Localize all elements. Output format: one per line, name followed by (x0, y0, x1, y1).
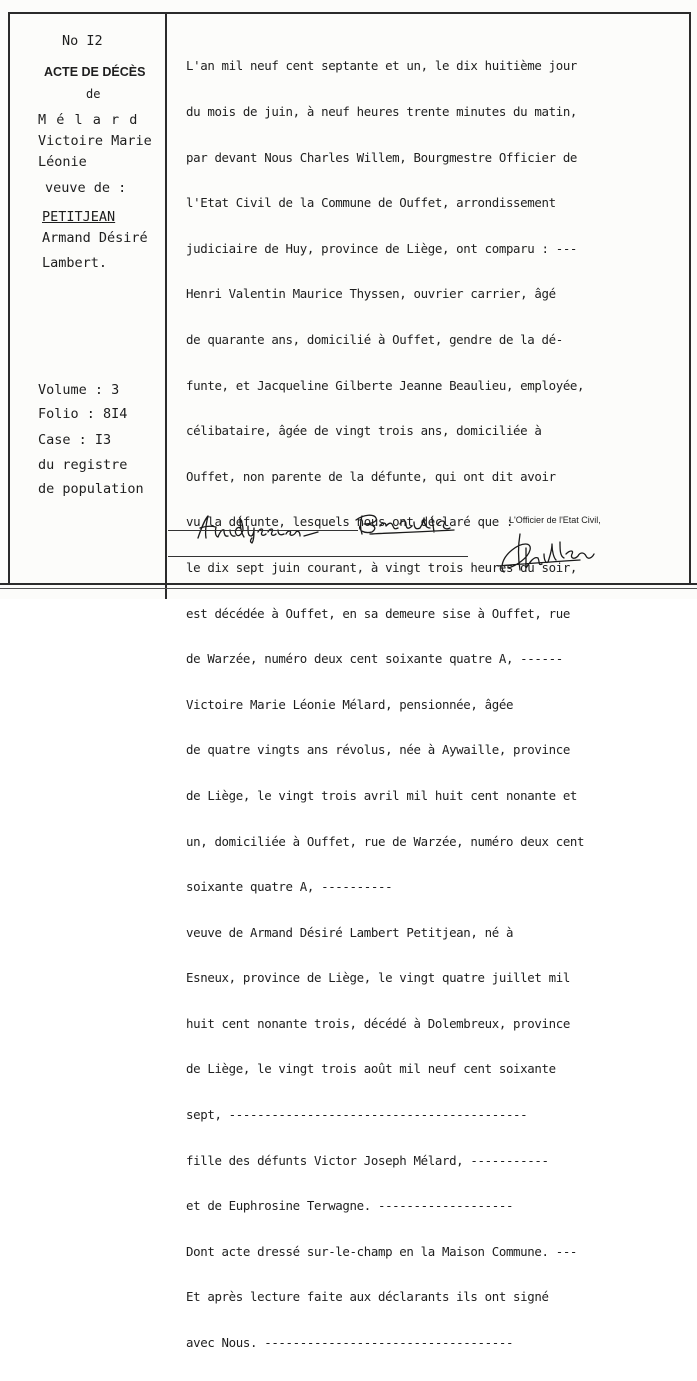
body-line: par devant Nous Charles Willem, Bourgmestre Officier de (186, 149, 578, 165)
body-line: L'an mil neuf cent septante et un, le dix huitième jour (186, 58, 578, 74)
signature-line-declarants (168, 530, 358, 531)
column-divider (165, 12, 167, 599)
register-label: du registre (38, 457, 128, 473)
case-field: Case : I3 (38, 432, 112, 448)
body-line: funte, et Jacqueline Gilberte Jeanne Beaulieu, employée, (186, 377, 585, 393)
body-line: veuve de Armand Désiré Lambert Petitjean, né à (186, 924, 514, 940)
body-line: est décédée à Ouffet, en sa demeure sise à Ouffet, rue (186, 605, 570, 621)
body-line: et de Euphrosine Terwagne. ------------------- (186, 1198, 514, 1214)
volume-field: Volume : 3 (38, 382, 120, 398)
act-number: No I2 (62, 33, 103, 49)
folio-field: Folio : 8I4 (38, 406, 128, 422)
body-line: Esneux, province de Liège, le vingt quatre juillet mil (186, 970, 570, 986)
body-line: un, domiciliée à Ouffet, rue de Warzée, numéro deux cent (186, 833, 585, 849)
body-line: judiciaire de Huy, province de Liège, ont comparu : --- (186, 240, 578, 256)
body-line: de quatre vingts ans révolus, née à Aywaille, province (186, 742, 570, 758)
signature-beaulieu (350, 506, 460, 536)
certificate-body (186, 28, 584, 1381)
husband-given-names: Armand Désiré (42, 230, 148, 246)
body-line: Henri Valentin Maurice Thyssen, ouvrier carrier, âgé (186, 286, 556, 302)
body-line: vu la défunte, lesquels nous ont déclaré que : (186, 514, 514, 530)
signature-officier-willem (490, 528, 620, 578)
frame-left-border (8, 12, 10, 584)
body-line: soixante quatre A, ---------- (186, 879, 393, 895)
officier-label: L'Officier de l'Etat Civil, (509, 515, 601, 525)
body-line: Victoire Marie Léonie Mélard, pensionnée, âgée (186, 696, 514, 712)
signature-henri-thyssen (196, 512, 321, 544)
act-title: ACTE DE DÉCÈS (44, 65, 146, 79)
act-title-de: de (86, 87, 101, 101)
body-line: Et après lecture faite aux déclarants ils ont signé (186, 1289, 549, 1305)
body-line: l'Etat Civil de la Commune de Ouffet, arrondissement (186, 195, 556, 211)
body-line: de Liège, le vingt trois août mil neuf cent soixante (186, 1061, 556, 1077)
body-line: huit cent nonante trois, décédé à Dolembreux, province (186, 1015, 570, 1031)
frame-right-border (689, 12, 691, 584)
body-line: célibataire, âgée de vingt trois ans, domiciliée à (186, 423, 542, 439)
deceased-given-names: Victoire Marie (38, 133, 152, 149)
body-line: de Liège, le vingt trois avril mil huit cent nonante et (186, 787, 578, 803)
body-line: sept, ------------------------------------------ (186, 1107, 528, 1123)
body-line: du mois de juin, à neuf heures trente minutes du matin, (186, 104, 578, 119)
body-line: de Warzée, numéro deux cent soixante quatre A, ------ (186, 651, 563, 667)
husband-surname: PETITJEAN (42, 209, 116, 225)
frame-top-border (8, 12, 691, 14)
body-line: de quarante ans, domicilié à Ouffet, gendre de la dé- (186, 331, 563, 347)
register-label-2: de population (38, 481, 144, 497)
body-line: le dix sept juin courant, à vingt trois heures du soir, (186, 559, 578, 575)
deceased-given-names-2: Léonie (38, 154, 87, 170)
husband-given-names-2: Lambert. (42, 255, 108, 271)
body-line: Ouffet, non parente de la défunte, qui ont dit avoir (186, 468, 556, 484)
signature-line-declarants-2 (168, 556, 468, 557)
body-line: Dont acte dressé sur-le-champ en la Maison Commune. --- (186, 1243, 578, 1259)
body-line: avec Nous. ----------------------------------- (186, 1335, 514, 1351)
widow-of-label: veuve de : (45, 180, 127, 196)
deceased-surname: M é l a r d (38, 112, 139, 128)
body-line: fille des défunts Victor Joseph Mélard, ----------- (186, 1152, 549, 1168)
